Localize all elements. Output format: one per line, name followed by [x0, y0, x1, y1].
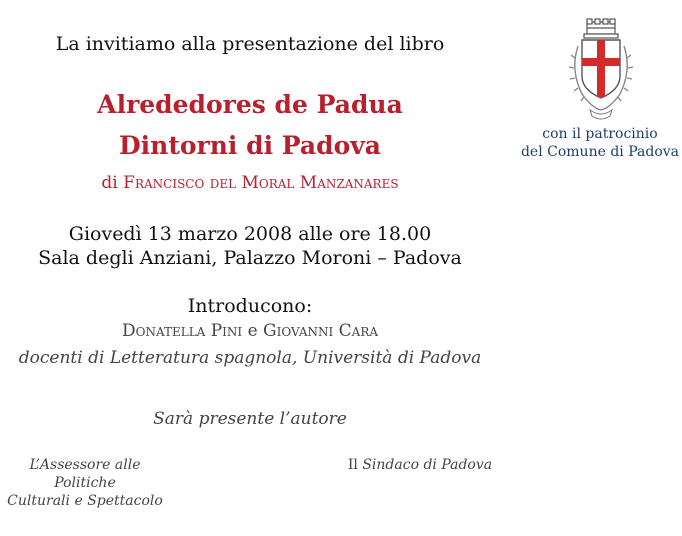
- speaker-name: Donatella Pini: [121, 321, 243, 341]
- signature-sindaco-title: Sindaco di Padova: [362, 457, 493, 473]
- speaker-name: Giovanni Cara: [263, 321, 379, 341]
- signature-sindaco-prefix: Il: [347, 457, 358, 473]
- book-title-spanish: Alrededores de Padua: [97, 90, 403, 119]
- ribbon-icon: [590, 110, 612, 119]
- cross-vertical: [597, 40, 605, 97]
- patronage-line1: con il patrocinio: [542, 126, 658, 142]
- padova-coat-of-arms-icon: [564, 18, 638, 122]
- speakers-line: [0, 321, 500, 341]
- crown-icon: [584, 19, 618, 38]
- signature-assessore: [0, 456, 170, 510]
- signature-assessore-line1: L’Assessore alle Politiche: [29, 457, 141, 491]
- patronage-line2: del Comune di Padova: [520, 144, 680, 160]
- event-date: Giovedì 13 marzo 2008 alle ore 18.00: [68, 223, 432, 245]
- introducono-label: Introducono:: [187, 295, 313, 317]
- event-place: Sala degli Anziani, Palazzo Moroni – Padova: [38, 247, 462, 269]
- author-present-note: Sarà presente l’autore: [153, 409, 347, 429]
- speaker-conjunction: e: [247, 321, 258, 341]
- invitation-intro: La invitiamo alla presentazione del libro: [55, 33, 445, 55]
- signature-sindaco: [340, 456, 500, 474]
- author-prefix: di: [101, 173, 118, 193]
- signature-assessore-line2: Culturali e Spettacolo: [7, 493, 163, 509]
- author-name: Francisco del Moral Manzanares: [123, 173, 399, 193]
- cross-horizontal: [582, 58, 620, 66]
- patronage-note: [520, 125, 680, 161]
- book-author-line: [0, 173, 500, 193]
- book-title-italian: Dintorni di Padova: [118, 131, 381, 160]
- speakers-role: docenti di Letteratura spagnola, Università di Padova: [18, 348, 482, 368]
